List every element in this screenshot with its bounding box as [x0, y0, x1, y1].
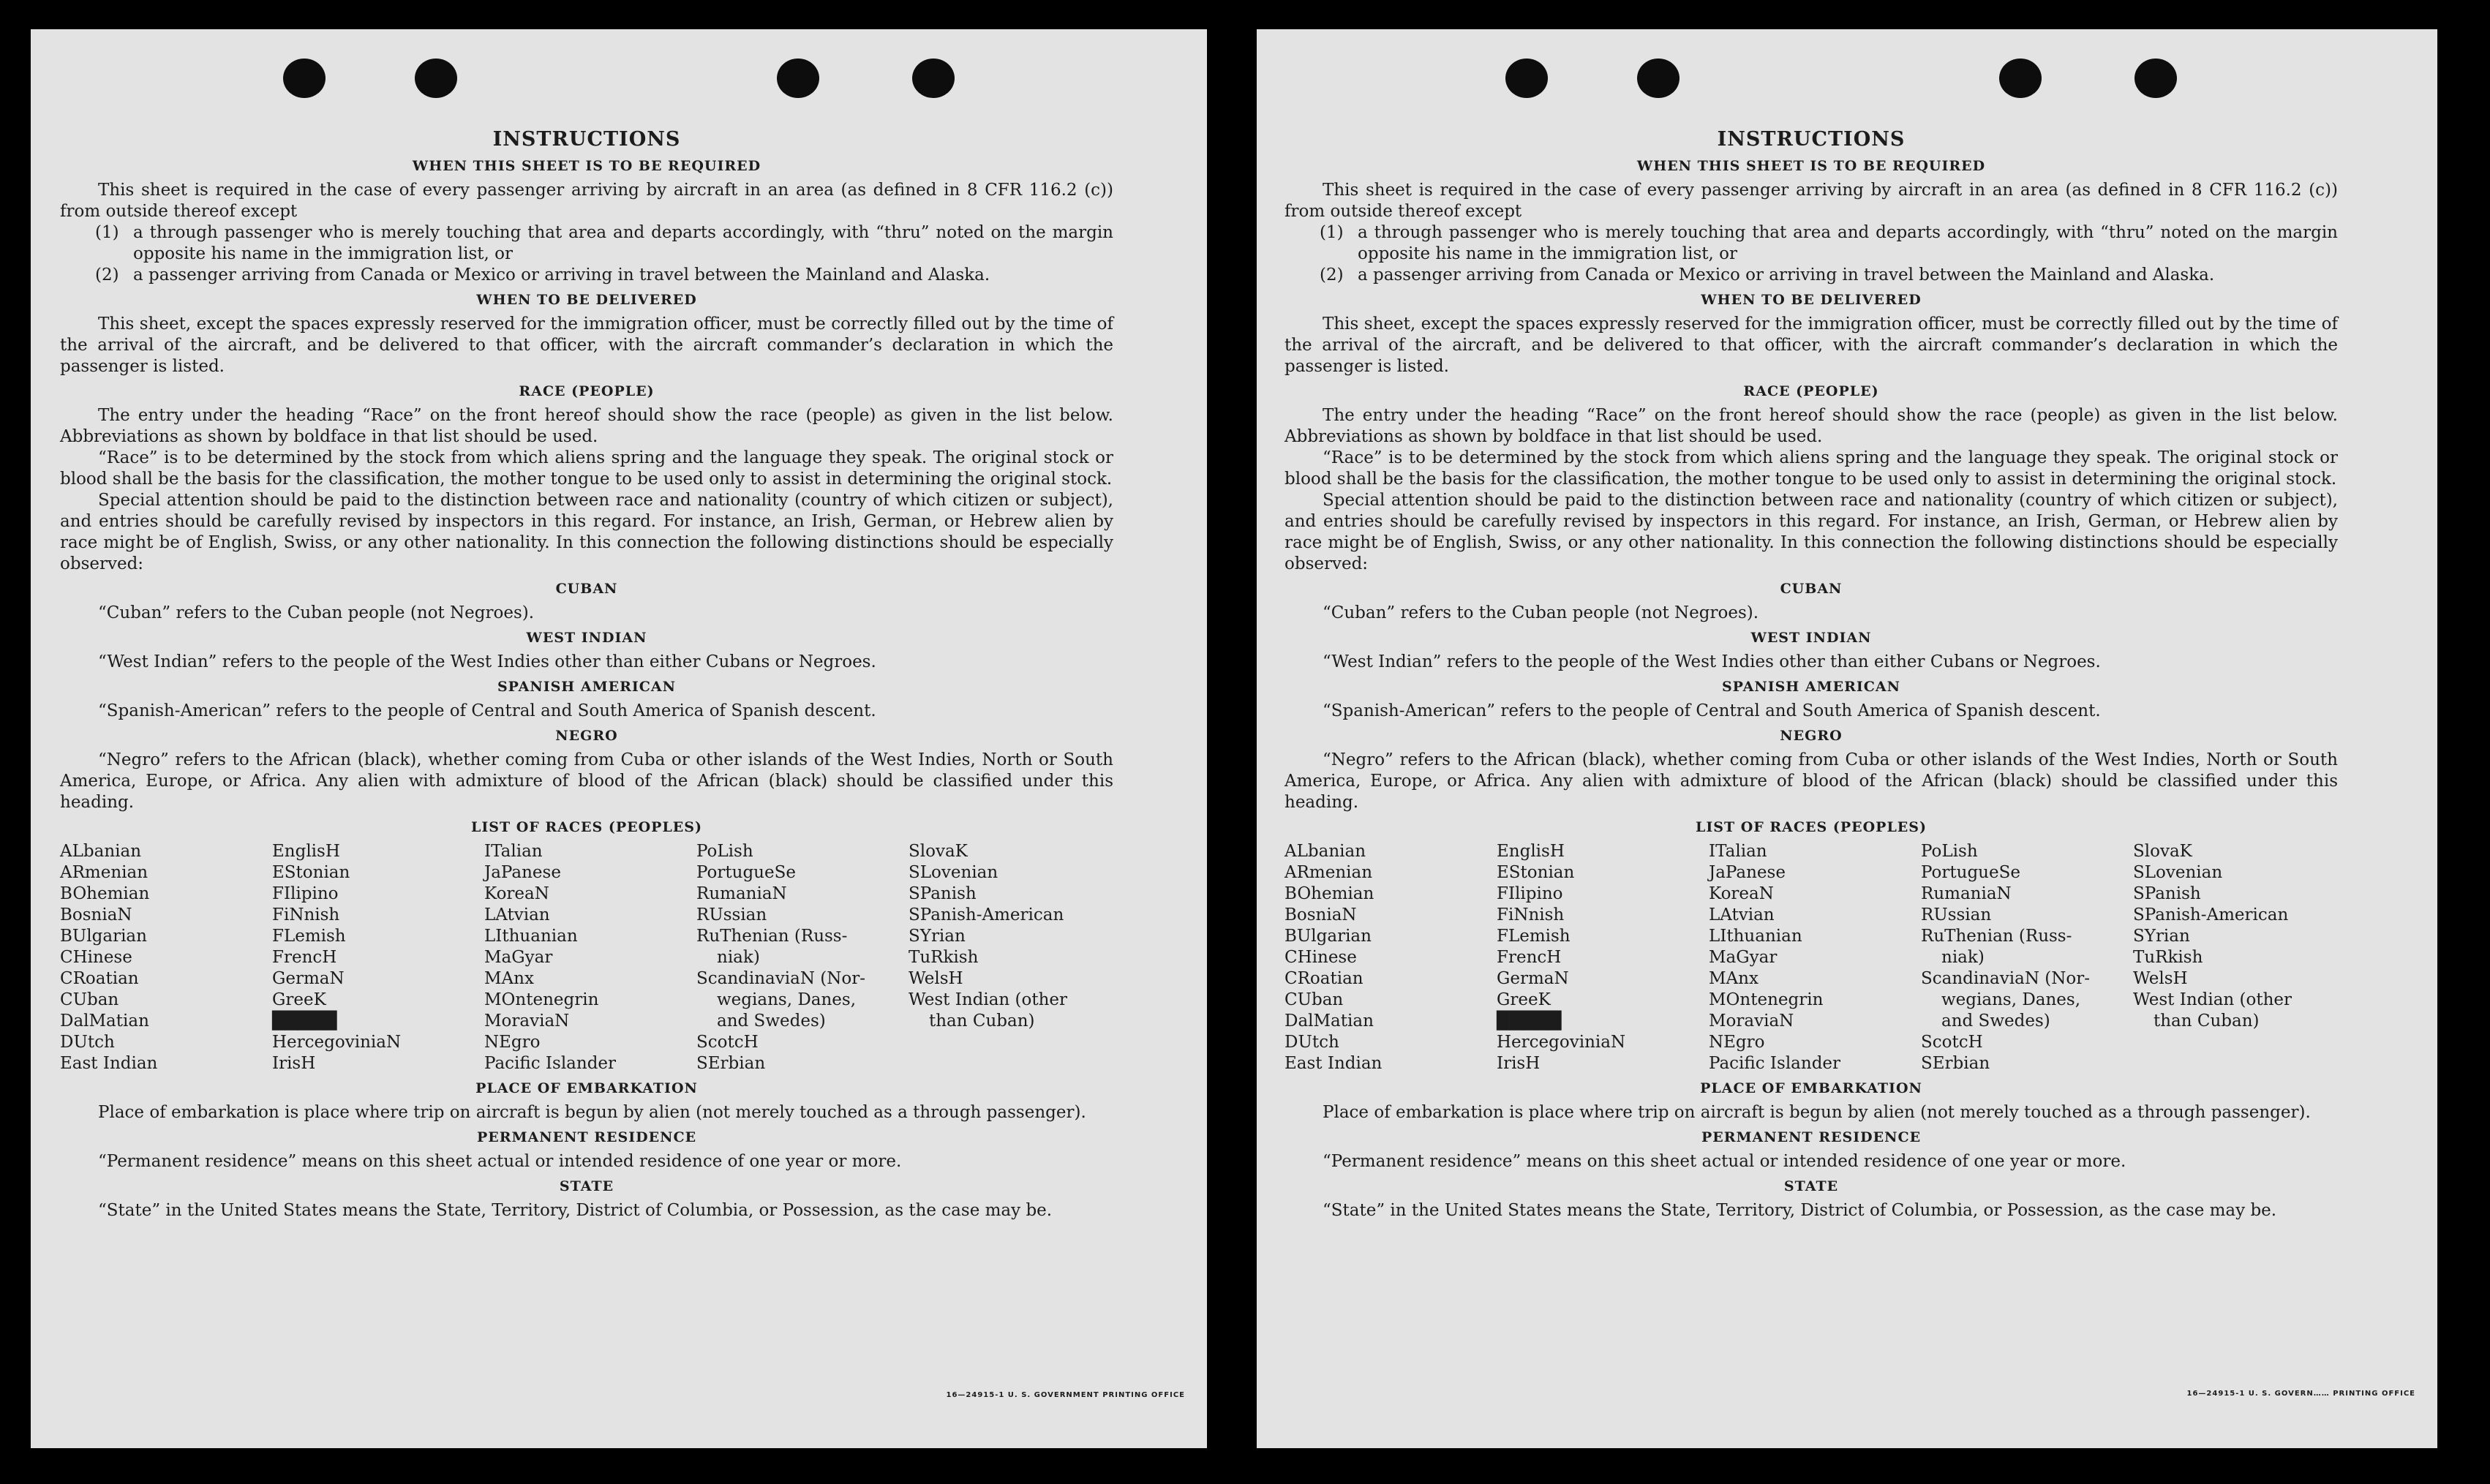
- race-entry: ScandinaviaN (Nor-: [1921, 969, 2090, 988]
- embarkation-text: Place of embarkation is place where trip on aircraft is begun by alien (not merely touched as a through passenger).: [1323, 1103, 2311, 1122]
- section-heading: WHEN THIS SHEET IS TO BE REQUIRED: [1636, 158, 1986, 174]
- race-entry: JaPanese: [484, 863, 561, 882]
- race-entry: SPanish: [909, 884, 977, 903]
- section-heading: CUBAN: [555, 581, 618, 597]
- race-entry: EnglisH: [1497, 842, 1565, 861]
- race-entry: PortugueSe: [1921, 863, 2020, 882]
- exception-item: [1320, 265, 2338, 286]
- section-heading: CUBAN: [1780, 581, 1843, 597]
- race-entry: FrencH: [1497, 948, 1562, 967]
- race-entry: SLovenian: [909, 863, 998, 882]
- race-entry: ARmenian: [60, 863, 148, 882]
- race-entry: SLovenian: [2133, 863, 2223, 882]
- race-paragraph: Special attention should be paid to the distinction between race and nationality (country of which citizen or subject), and entries should be carefully revised by inspectors in this regard. For instance, an Irish, German, or Hebrew alien by race might be of English, Swiss, or any other nationality. In this connection the following distinctions should be especially observed:: [60, 491, 1113, 573]
- document-page-left: [31, 29, 1207, 1448]
- race-entry: GreeK: [1497, 990, 1551, 1009]
- west-indian-text: “West Indian” refers to the people of the West Indies other than either Cubans or Negroes.: [98, 652, 876, 671]
- race-entry: SYrian: [2133, 927, 2190, 946]
- state-text: “State” in the United States means the State, Territory, District of Columbia, or Possession, as the case may be.: [1323, 1201, 2277, 1220]
- exception-item: [95, 265, 1113, 286]
- race-list: [1285, 841, 2338, 1074]
- race-entry: ALbanian: [60, 842, 142, 861]
- race-entry: KoreaN: [484, 884, 549, 903]
- race-entry: SErbian: [696, 1054, 766, 1073]
- race-entry: wegians, Danes,: [1941, 990, 2081, 1009]
- item-text: a passenger arriving from Canada or Mexico or arriving in travel between the Mainland and Alaska.: [133, 265, 990, 285]
- exception-item: [95, 222, 1113, 265]
- race-paragraph: “Race” is to be determined by the stock from which aliens spring and the language they speak. The original stock or blood shall be the basis for the classification, the mother tongue to be used only to assist in determining the original stock.: [60, 448, 1113, 489]
- section-heading: LIST OF RACES (PEOPLES): [1696, 819, 1927, 835]
- section-heading: NEGRO: [555, 728, 618, 744]
- race-entry: CRoatian: [60, 969, 139, 988]
- race-entry: Pacific Islander: [484, 1054, 617, 1073]
- print-note: 16—24915-1 U. S. GOVERNMENT PRINTING OFFICE: [946, 1391, 1185, 1399]
- race-entry: LIthuanian: [1709, 927, 1802, 946]
- state-text: “State” in the United States means the State, Territory, District of Columbia, or Possession, as the case may be.: [98, 1201, 1053, 1220]
- race-entry: ScandinaviaN (Nor-: [696, 969, 865, 988]
- item-number: (2): [95, 265, 119, 285]
- race-entry: FIlipino: [1497, 884, 1563, 903]
- race-entry: FiNnish: [272, 905, 340, 924]
- section-heading: WHEN TO BE DELIVERED: [1701, 292, 1922, 308]
- instructions-title: INSTRUCTIONS: [1717, 128, 1906, 151]
- race-entry: TuRkish: [909, 948, 979, 967]
- race-entry: PoLish: [1921, 842, 1978, 861]
- section-heading: PERMANENT RESIDENCE: [476, 1129, 697, 1145]
- race-entry: SlovaK: [2133, 842, 2192, 861]
- race-entry: HercegoviniaN: [1497, 1033, 1626, 1052]
- section-heading: PLACE OF EMBARKATION: [475, 1080, 698, 1096]
- section-heading: STATE: [1783, 1178, 1839, 1194]
- race-entry: wegians, Danes,: [717, 990, 857, 1009]
- punch-hole: [1637, 59, 1680, 98]
- cuban-text: “Cuban” refers to the Cuban people (not Negroes).: [1323, 603, 1759, 622]
- race-entry: DalMatian: [60, 1012, 149, 1031]
- punch-hole: [1999, 59, 2042, 98]
- race-entry: BOhemian: [60, 884, 150, 903]
- section-heading: NEGRO: [1780, 728, 1843, 744]
- race-entry: IrisH: [1497, 1054, 1541, 1073]
- race-entry: [2133, 1053, 2345, 1074]
- race-entry: CRoatian: [1285, 969, 1364, 988]
- race-entry: RUssian: [1921, 905, 1992, 924]
- race-entry: [2133, 1032, 2345, 1053]
- race-entry: CHinese: [60, 948, 132, 967]
- race-entry: IrisH: [272, 1054, 316, 1073]
- spanish-american-text: “Spanish-American” refers to the people of Central and South America of Spanish descent.: [98, 701, 876, 720]
- race-entry: SPanish-American: [909, 905, 1064, 924]
- race-entry: MAnx: [484, 969, 534, 988]
- race-entry: TuRkish: [2133, 948, 2203, 967]
- race-entry: CUban: [60, 990, 119, 1009]
- section-heading: SPANISH AMERICAN: [497, 679, 677, 695]
- document-page-right: [1257, 29, 2437, 1448]
- spanish-american-text: “Spanish-American” refers to the people of Central and South America of Spanish descent.: [1323, 701, 2101, 720]
- section-heading: WHEN TO BE DELIVERED: [476, 292, 697, 308]
- race-entry: than Cuban): [929, 1012, 1035, 1031]
- when-required-intro: This sheet is required in the case of every passenger arriving by aircraft in an area (as defined in 8 CFR 116.2 (c)) from outside thereof except: [60, 181, 1113, 221]
- race-entry: EnglisH: [272, 842, 340, 861]
- race-entry: FLemish: [272, 927, 346, 946]
- race-entry: FLemish: [1497, 927, 1571, 946]
- residence-text: “Permanent residence” means on this sheet actual or intended residence of one year or more.: [1323, 1152, 2126, 1171]
- item-number: (2): [1320, 265, 1344, 285]
- when-delivered-text: This sheet, except the spaces expressly reserved for the immigration officer, must be correctly filled out by the time of the arrival of the aircraft, and be delivered to that officer, with the aircraft commander’s declaration in which the passenger is listed.: [60, 314, 1113, 376]
- race-entry: ALbanian: [1285, 842, 1366, 861]
- race-entry: BOhemian: [1285, 884, 1374, 903]
- race-entry: FIlipino: [272, 884, 339, 903]
- race-entry: SPanish: [2133, 884, 2201, 903]
- west-indian-text: “West Indian” refers to the people of the West Indies other than either Cubans or Negroes.: [1323, 652, 2101, 671]
- race-entry: PoLish: [696, 842, 753, 861]
- race-entry: LAtvian: [1709, 905, 1775, 924]
- race-entry: East Indian: [1285, 1054, 1383, 1073]
- race-entry: Pacific Islander: [1709, 1054, 1841, 1073]
- race-entry: East Indian: [60, 1054, 158, 1073]
- race-entry: MOntenegrin: [1709, 990, 1824, 1009]
- item-text: a through passenger who is merely touching that area and departs accordingly, with “thru” noted on the margin opposite his name in the immigration list, or: [133, 223, 1113, 263]
- race-entry: SPanish-American: [2133, 905, 2289, 924]
- race-entry: SlovaK: [909, 842, 968, 861]
- race-entry: EStonian: [272, 863, 350, 882]
- race-entry: FrencH: [272, 948, 337, 967]
- race-list: [60, 841, 1113, 1074]
- race-entry: ITalian: [1709, 842, 1767, 861]
- punch-hole: [912, 59, 955, 98]
- negro-text: “Negro” refers to the African (black), whether coming from Cuba or other islands of the West Indies, North or South America, Europe, or Africa. Any alien with admixture of blood of the African (black) should be classified under this heading.: [60, 750, 1113, 812]
- race-entry: West Indian (other: [909, 990, 1068, 1009]
- race-paragraph: “Race” is to be determined by the stock from which aliens spring and the language they speak. The original stock or blood shall be the basis for the classification, the mother tongue to be used only to assist in determining the original stock.: [1285, 448, 2338, 489]
- race-entry: JaPanese: [1709, 863, 1786, 882]
- race-entry: GermaN: [1497, 969, 1569, 988]
- race-entry: niak): [1941, 948, 1985, 967]
- race-entry: GermaN: [272, 969, 345, 988]
- race-entry: EStonian: [1497, 863, 1575, 882]
- race-entry: MoraviaN: [484, 1012, 570, 1031]
- race-entry: MAnx: [1709, 969, 1759, 988]
- race-entry: and Swedes): [717, 1012, 826, 1031]
- race-entry: SErbian: [1921, 1054, 1990, 1073]
- race-entry: WelsH: [2133, 969, 2188, 988]
- race-paragraph: The entry under the heading “Race” on the front hereof should show the race (people) as given in the list below. Abbreviations as shown by boldface in that list should be used.: [1285, 406, 2338, 446]
- document-content: [1285, 128, 2338, 1221]
- item-number: (1): [1320, 223, 1344, 242]
- punch-hole: [777, 59, 819, 98]
- punch-hole: [1505, 59, 1548, 98]
- cuban-text: “Cuban” refers to the Cuban people (not Negroes).: [98, 603, 535, 622]
- race-entry: MaGyar: [484, 948, 553, 967]
- when-required-intro: This sheet is required in the case of every passenger arriving by aircraft in an area (as defined in 8 CFR 116.2 (c)) from outside thereof except: [1285, 181, 2338, 221]
- race-paragraph: The entry under the heading “Race” on the front hereof should show the race (people) as given in the list below. Abbreviations as shown by boldface in that list should be used.: [60, 406, 1113, 446]
- item-text: a passenger arriving from Canada or Mexico or arriving in travel between the Mainland and Alaska.: [1358, 265, 2215, 285]
- race-entry: RumaniaN: [696, 884, 787, 903]
- print-note: 16—24915-1 U. S. GOVERN…… PRINTING OFFICE: [2186, 1390, 2415, 1398]
- race-entry: CUban: [1285, 990, 1344, 1009]
- negro-text: “Negro” refers to the African (black), whether coming from Cuba or other islands of the West Indies, North or South America, Europe, or Africa. Any alien with admixture of blood of the African (black) should be classified under this heading.: [1285, 750, 2338, 812]
- race-entry: MoraviaN: [1709, 1012, 1794, 1031]
- race-entry: SYrian: [909, 927, 966, 946]
- race-entry: ARmenian: [1285, 863, 1373, 882]
- race-entry: BUlgarian: [60, 927, 147, 946]
- race-entry: HercegoviniaN: [272, 1033, 402, 1052]
- section-heading: RACE (PEOPLE): [519, 383, 655, 399]
- race-entry: GreeK: [272, 990, 326, 1009]
- race-entry: BosniaN: [1285, 905, 1357, 924]
- item-text: a through passenger who is merely touching that area and departs accordingly, with “thru” noted on the margin opposite his name in the immigration list, or: [1358, 223, 2338, 263]
- when-delivered-text: This sheet, except the spaces expressly reserved for the immigration officer, must be correctly filled out by the time of the arrival of the aircraft, and be delivered to that officer, with the aircraft commander’s declaration in which the passenger is listed.: [1285, 314, 2338, 376]
- race-entry: West Indian (other: [2133, 990, 2292, 1009]
- race-entry: WelsH: [909, 969, 963, 988]
- embarkation-text: Place of embarkation is place where trip on aircraft is begun by alien (not merely touched as a through passenger).: [98, 1103, 1086, 1122]
- race-entry: BosniaN: [60, 905, 132, 924]
- race-entry: LIthuanian: [484, 927, 578, 946]
- race-entry: DalMatian: [1285, 1012, 1374, 1031]
- section-heading: LIST OF RACES (PEOPLES): [471, 819, 702, 835]
- race-entry: █████: [1497, 1012, 1562, 1031]
- section-heading: RACE (PEOPLE): [1743, 383, 1879, 399]
- race-entry: RuThenian (Russ-: [1921, 927, 2072, 946]
- race-entry: DUtch: [1285, 1033, 1339, 1052]
- section-heading: WEST INDIAN: [1750, 630, 1872, 646]
- punch-hole: [415, 59, 457, 98]
- race-entry: and Swedes): [1941, 1012, 2050, 1031]
- race-entry: RuThenian (Russ-: [696, 927, 848, 946]
- section-heading: PLACE OF EMBARKATION: [1700, 1080, 1922, 1096]
- race-entry: RumaniaN: [1921, 884, 2012, 903]
- race-entry: RUssian: [696, 905, 767, 924]
- instructions-title: INSTRUCTIONS: [492, 128, 681, 151]
- race-entry: NEgro: [484, 1033, 541, 1052]
- race-entry: NEgro: [1709, 1033, 1765, 1052]
- exception-item: [1320, 222, 2338, 265]
- race-entry: KoreaN: [1709, 884, 1774, 903]
- section-heading: SPANISH AMERICAN: [1721, 679, 1901, 695]
- residence-text: “Permanent residence” means on this sheet actual or intended residence of one year or more.: [98, 1152, 902, 1171]
- race-entry: ScotcH: [696, 1033, 759, 1052]
- race-entry: BUlgarian: [1285, 927, 1372, 946]
- item-number: (1): [95, 223, 119, 242]
- punch-hole: [2134, 59, 2177, 98]
- race-entry: MOntenegrin: [484, 990, 599, 1009]
- race-entry: niak): [717, 948, 760, 967]
- section-heading: STATE: [559, 1178, 614, 1194]
- race-entry: PortugueSe: [696, 863, 796, 882]
- race-entry: ScotcH: [1921, 1033, 1983, 1052]
- section-heading: WEST INDIAN: [526, 630, 647, 646]
- race-entry: MaGyar: [1709, 948, 1778, 967]
- race-entry: than Cuban): [2154, 1012, 2260, 1031]
- race-entry: █████: [272, 1012, 337, 1031]
- race-entry: DUtch: [60, 1033, 115, 1052]
- race-entry: ITalian: [484, 842, 543, 861]
- section-heading: PERMANENT RESIDENCE: [1701, 1129, 1922, 1145]
- race-entry: [909, 1032, 1121, 1053]
- race-paragraph: Special attention should be paid to the distinction between race and nationality (country of which citizen or subject), and entries should be carefully revised by inspectors in this regard. For instance, an Irish, German, or Hebrew alien by race might be of English, Swiss, or any other nationality. In this connection the following distinctions should be especially observed:: [1285, 491, 2338, 573]
- section-heading: WHEN THIS SHEET IS TO BE REQUIRED: [412, 158, 761, 174]
- race-entry: [909, 1053, 1121, 1074]
- document-content: [60, 128, 1113, 1221]
- punch-hole: [283, 59, 326, 98]
- race-entry: FiNnish: [1497, 905, 1565, 924]
- race-entry: CHinese: [1285, 948, 1357, 967]
- race-entry: LAtvian: [484, 905, 550, 924]
